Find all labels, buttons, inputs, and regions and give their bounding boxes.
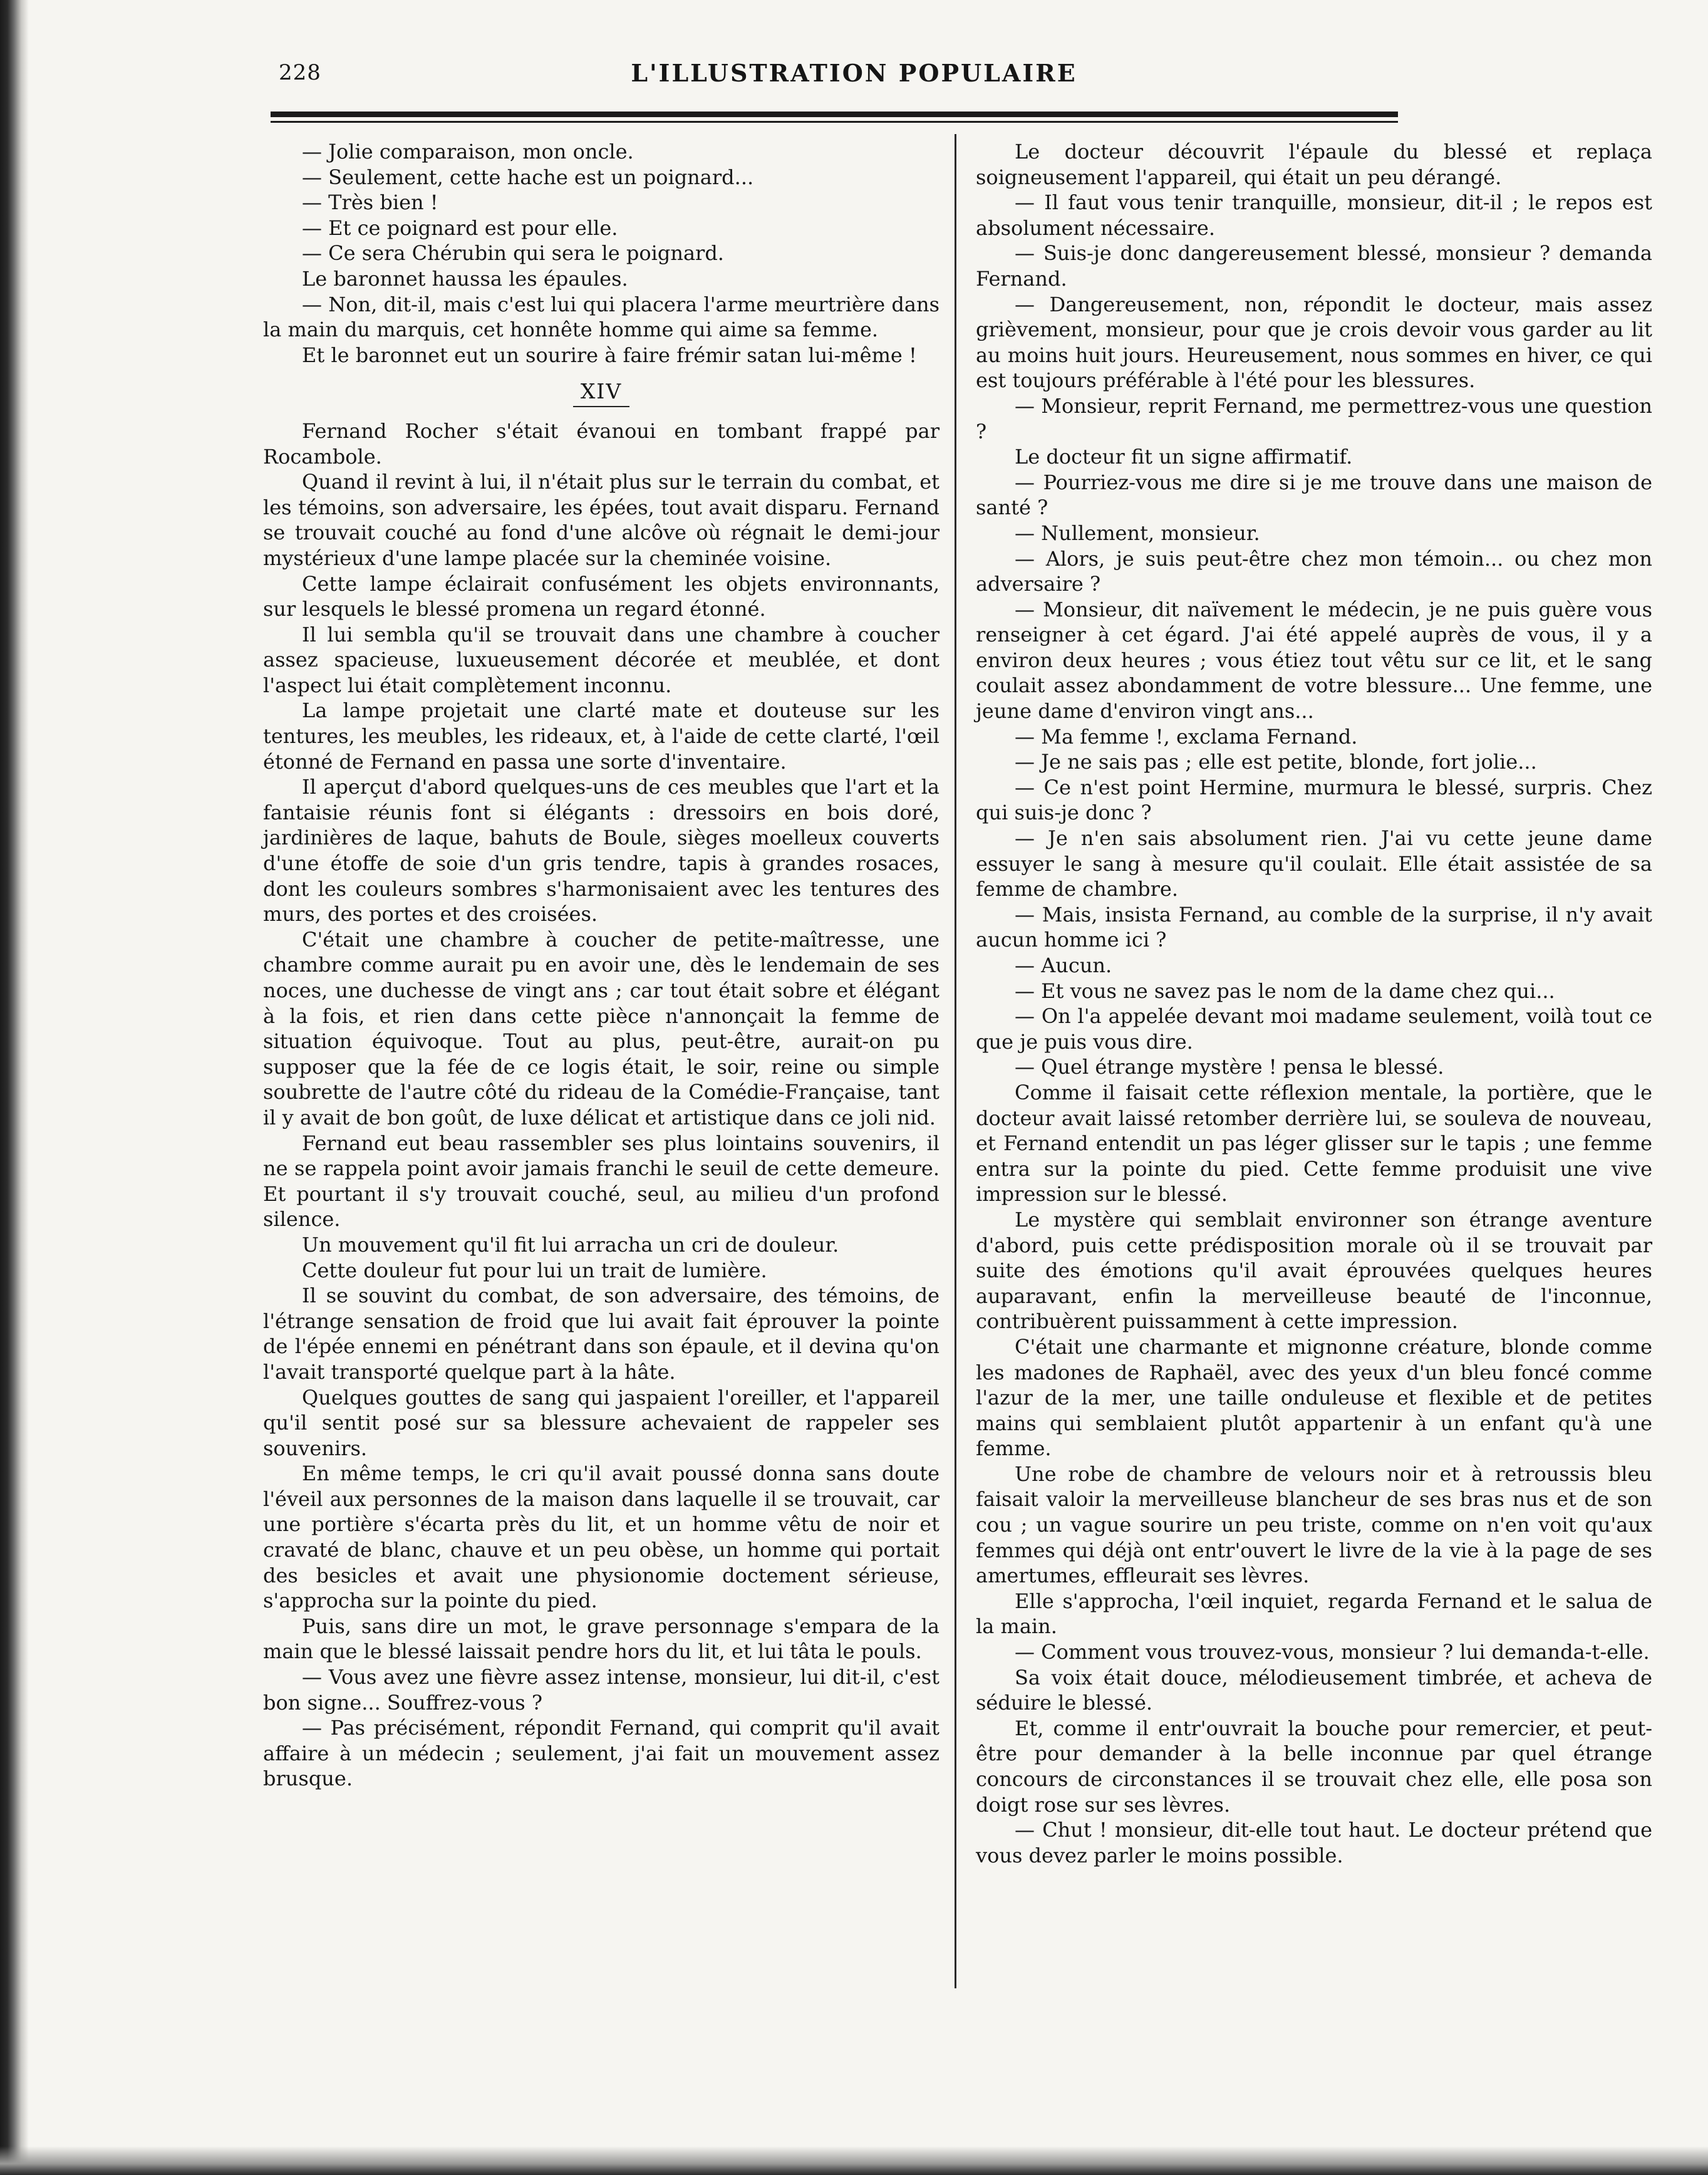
paragraph: Elle s'approcha, l'œil inquiet, regarda Fernand et le salua de la main. [976, 1589, 1652, 1639]
paragraph: C'était une charmante et mignonne créature, blonde comme les madones de Raphaël, avec des yeux d'un bleu foncé comme l'azur de la mer, une taille onduleuse et flexible et de petites mains qui semblaient plutôt appartenir à un enfant qu'à une femme. [976, 1334, 1652, 1461]
paragraph: Comme il faisait cette réflexion mentale, la portière, que le docteur avait laissé retomber derrière lui, se souleva de nouveau, et Fernand entendit un pas léger glisser sur le tapis ; une femme entra sur la pointe du pied. Cette femme produisit une vive impression sur le blessé. [976, 1080, 1652, 1207]
paragraph: — Seulement, cette hache est un poignard... [302, 165, 754, 189]
paragraph: — Dangereusement, non, répondit le docteur, mais assez grièvement, monsieur, pour que je crois devoir vous garder au lit au moins huit jours. Heureusement, nous sommes en hiver, ce qui est toujours préférable à l'été pour les blessures. [976, 292, 1652, 393]
paragraph: Et, comme il entr'ouvrait la bouche pour remercier, et peut-être pour demander à la belle inconnue par quel étrange concours de circonstances il se trouvait chez elle, elle posa son doigt rose sur ses lèvres. [976, 1716, 1652, 1817]
paragraph: — Aucun. [1015, 953, 1112, 977]
paragraph: Fernand eut beau rassembler ses plus lointains souvenirs, il ne se rappela point avoir jamais franchi le seuil de cette demeure. Et pourtant il s'y trouvait couché, seul, au milieu d'un profond silence. [263, 1131, 939, 1232]
paragraph: En même temps, le cri qu'il avait poussé donna sans doute l'éveil aux personnes de la maison dans laquelle il se trouvait, car une portière s'écarta près du lit, et un homme vêtu de noir et cravaté de blanc, chauve et un peu obèse, un homme qui portait des besicles et avait une physionomie doctement sérieuse, s'approcha sur la pointe du pied. [263, 1461, 939, 1613]
paragraph: — Je ne sais pas ; elle est petite, blonde, fort jolie... [1015, 750, 1537, 774]
paragraph: Cette douleur fut pour lui un trait de lumière. [302, 1258, 767, 1282]
paragraph: Puis, sans dire un mot, le grave personnage s'empara de la main que le blessé laissait pendre hors du lit, et lui tâta le pouls. [263, 1614, 939, 1664]
paragraph: Et le baronnet eut un sourire à faire frémir satan lui-même ! [302, 343, 917, 367]
paragraph: Il lui sembla qu'il se trouvait dans une chambre à coucher assez spacieuse, luxueusement décorée et meublée, et dont l'aspect lui était complètement inconnu. [263, 622, 939, 697]
paragraph: — Suis-je donc dangereusement blessé, monsieur ? demanda Fernand. [976, 241, 1652, 291]
paragraph: — Alors, je suis peut-être chez mon témoin... ou chez mon adversaire ? [976, 546, 1652, 596]
paragraph: — Et ce poignard est pour elle. [302, 215, 618, 240]
paragraph: — Mais, insista Fernand, au comble de la surprise, il n'y avait aucun homme ici ? [976, 902, 1652, 952]
page-binding-shadow [0, 0, 29, 2175]
paragraph: Le docteur fit un signe affirmatif. [1015, 445, 1353, 469]
paragraph: — Et vous ne savez pas le nom de la dame chez qui... [1015, 978, 1555, 1003]
page-bottom-shadow [0, 2146, 1708, 2175]
paragraph: — Monsieur, reprit Fernand, me permettrez-vous une question ? [976, 393, 1652, 444]
paragraph: — On l'a appelée devant moi madame seulement, voilà tout ce que je puis vous dire. [976, 1004, 1652, 1054]
header-rule-thin [271, 121, 1398, 123]
right-column [976, 139, 1652, 1868]
chapter-heading [263, 379, 939, 407]
paragraph: Il se souvint du combat, de son adversaire, des témoins, de l'étrange sensation de froid que lui avait fait éprouver la pointe de l'épée ennemi en pénétrant dans son épaule, et il devina qu'on l'avait transporté quelque part à la hâte. [263, 1284, 939, 1384]
paragraph: Quelques gouttes de sang qui jaspaient l'oreiller, et l'appareil qu'il sentit posé sur sa blessure achevaient de rappeler ses souvenirs. [263, 1385, 939, 1460]
paragraph: Cette lampe éclairait confusément les objets environnants, sur lesquels le blessé promena un regard étonné. [263, 571, 939, 621]
paragraph: Il aperçut d'abord quelques-uns de ces meubles que l'art et la fantaisie réunis font si élégants : dressoirs en bois doré, jardinières de laque, bahuts de Boule, sièges moelleux couverts d'une étoffe de soie d'un gris tendre, tapis à grandes rosaces, dont les couleurs sombres s'harmonisaient avec les tentures des murs, des portes et des croisées. [263, 775, 939, 927]
paragraph: C'était une chambre à coucher de petite-maîtresse, une chambre comme aurait pu en avoir une, dès le lendemain de ses noces, une duchesse de vingt ans ; car tout était sobre et élégant à la fois, et rien dans cette pièce n'annonçait la femme de situation équivoque. Tout au plus, peut-être, aurait-on pu supposer que la fée de ce logis était, le soir, reine ou simple soubrette de l'autre côté du rideau de la Comédie-Française, tant il y avait de bon goût, de luxe délicat et artistique dans ce joli nid. [263, 927, 939, 1129]
paragraph: — Monsieur, dit naïvement le médecin, je ne puis guère vous renseigner à cet égard. J'ai été appelé auprès de vous, il y a environ deux heures ; vous étiez tout vêtu sur ce lit, et le sang coulait assez abondamment de votre blessure... Une femme, une jeune dame d'environ vingt ans... [976, 597, 1652, 724]
column-divider [955, 134, 956, 1988]
running-title: L'ILLUSTRATION POPULAIRE [631, 59, 1077, 87]
chapter-heading-text: XIV [580, 379, 623, 404]
chapter-heading-rule [573, 406, 629, 407]
paragraph: — Non, dit-il, mais c'est lui qui placera l'arme meurtrière dans la main du marquis, cet honnête homme qui aime sa femme. [263, 292, 939, 342]
paragraph: — Il faut vous tenir tranquille, monsieur, dit-il ; le repos est absolument nécessaire. [976, 190, 1652, 240]
paragraph: — Ce sera Chérubin qui sera le poignard. [302, 241, 724, 266]
page-number: 228 [279, 60, 321, 85]
paragraph: — Nullement, monsieur. [1015, 521, 1260, 545]
paragraph: Le baronnet haussa les épaules. [302, 266, 628, 291]
paragraph: La lampe projetait une clarté mate et douteuse sur les tentures, les meubles, les rideaux, et, à l'aide de cette clarté, l'œil étonné de Fernand en passa une sorte d'inventaire. [263, 698, 939, 774]
paragraph: Un mouvement qu'il fit lui arracha un cri de douleur. [302, 1232, 839, 1257]
paragraph: — Chut ! monsieur, dit-elle tout haut. Le docteur prétend que vous devez parler le moins possible. [976, 1818, 1652, 1867]
paragraph: Quand il revint à lui, il n'était plus sur le terrain du combat, et les témoins, son adversaire, les épées, tout avait disparu. Fernand se trouvait couché au fond d'une alcôve où régnait le demi-jour mystérieux d'une lampe placée sur la cheminée voisine. [263, 470, 939, 570]
paragraph: — Jolie comparaison, mon oncle. [302, 140, 634, 164]
paragraph: Fernand Rocher s'était évanoui en tombant frappé par Rocambole. [263, 418, 939, 469]
paragraph: Le docteur découvrit l'épaule du blessé et replaça soigneusement l'appareil, qui était un peu dérangé. [976, 140, 1652, 189]
paragraph: — Pas précisément, répondit Fernand, qui comprit qu'il avait affaire à un médecin ; seulement, j'ai fait un mouvement assez brusque. [263, 1716, 939, 1791]
paragraph: Le mystère qui semblait environner son étrange aventure d'abord, puis cette prédisposition morale où il se trouvait par suite des émotions qu'il avait éprouvées quelques heures auparavant, enfin la merveilleuse beauté de l'inconnue, contribuèrent puissamment à cette impression. [976, 1207, 1652, 1334]
paragraph: Sa voix était douce, mélodieusement timbrée, et acheva de séduire le blessé. [976, 1665, 1652, 1715]
header-rule-thick [271, 112, 1398, 117]
paragraph: — Très bien ! [302, 190, 438, 215]
paragraph: — Je n'en sais absolument rien. J'ai vu cette jeune dame essuyer le sang à mesure qu'il coulait. Elle était assistée de sa femme de chambre. [976, 826, 1652, 901]
paragraph: — Vous avez une fièvre assez intense, monsieur, lui dit-il, c'est bon signe... Souffrez-vous ? [263, 1665, 939, 1715]
left-column [263, 139, 939, 1792]
paragraph: — Ce n'est point Hermine, murmura le blessé, surpris. Chez qui suis-je donc ? [976, 775, 1652, 825]
paragraph: — Pourriez-vous me dire si je me trouve dans une maison de santé ? [976, 470, 1652, 520]
paragraph: Une robe de chambre de velours noir et à retroussis bleu faisait valoir la merveilleuse blancheur de ses bras nus et de son cou ; un vague sourire un peu triste, comme on n'en voit qu'aux femmes qui déjà ont entr'ouvert le livre de la vie à la page de ses amertumes, effleurait ses lèvres. [976, 1461, 1652, 1588]
paragraph: — Comment vous trouvez-vous, monsieur ? lui demanda-t-elle. [1015, 1640, 1650, 1664]
paragraph: — Ma femme !, exclama Fernand. [1015, 724, 1358, 749]
paragraph: — Quel étrange mystère ! pensa le blessé. [1015, 1055, 1444, 1079]
